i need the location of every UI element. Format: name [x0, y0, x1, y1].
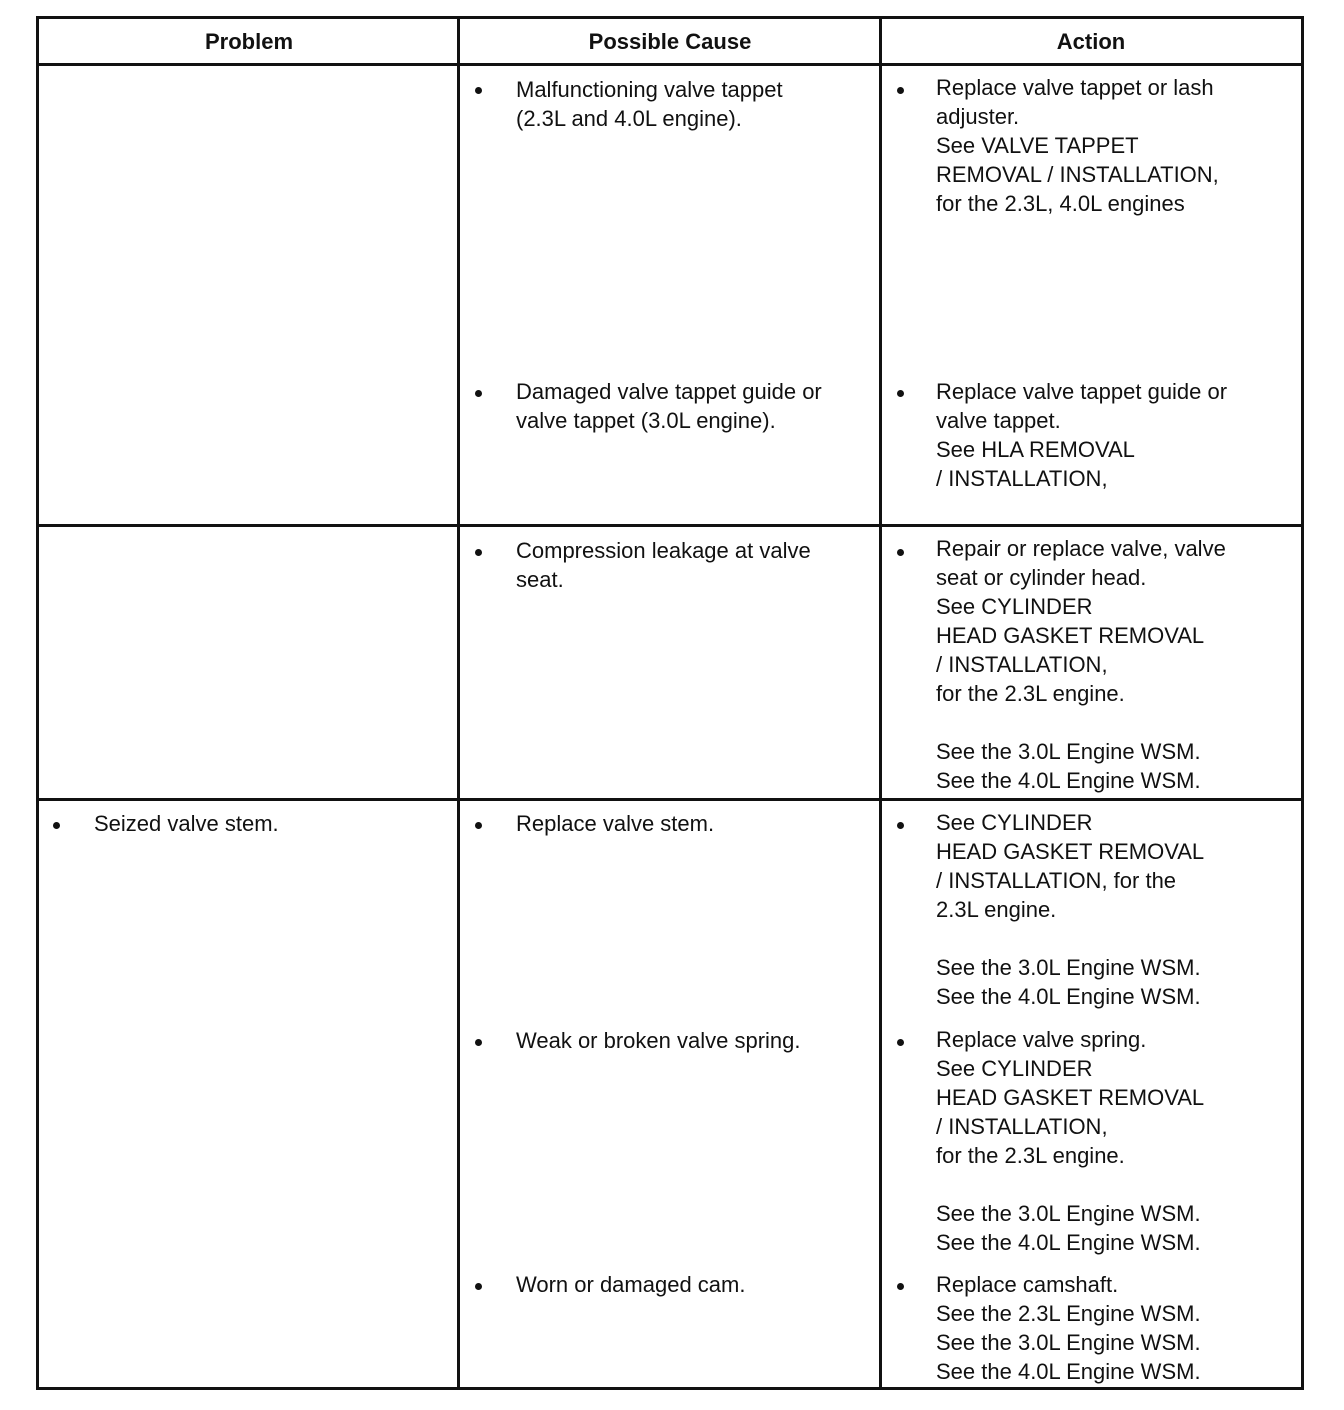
bullet-icon — [475, 390, 482, 397]
possible-cause-text: Weak or broken valve spring. — [516, 1028, 801, 1053]
bullet-icon — [475, 822, 482, 829]
possible-cause-text: Malfunctioning valve tappet (2.3L and 4.0L engine). — [516, 77, 783, 131]
header-possible-cause: Possible Cause — [588, 29, 752, 54]
column-divider — [457, 19, 460, 1387]
possible-cause-text: Compression leakage at valve seat. — [516, 538, 811, 592]
bullet-icon — [897, 390, 904, 397]
bullet-icon — [475, 1283, 482, 1290]
bullet-icon — [897, 1039, 904, 1046]
bullet-icon — [897, 87, 904, 94]
action-text: See CYLINDER HEAD GASKET REMOVAL / INSTALLATION, for the 2.3L engine. See the 3.0L Engine WSM. See the 4.0L Engine WSM. — [936, 810, 1205, 1009]
row-divider — [39, 524, 1301, 527]
action-text: Replace valve spring. See CYLINDER HEAD GASKET REMOVAL / INSTALLATION, for the 2.3L engine. See the 3.0L Engine WSM. See the 4.0L Engine WSM. — [936, 1027, 1205, 1255]
bullet-icon — [897, 822, 904, 829]
bullet-icon — [53, 822, 60, 829]
bullet-icon — [897, 549, 904, 556]
table-header — [39, 19, 1301, 66]
troubleshooting-table — [36, 16, 1304, 1390]
bullet-icon — [897, 1283, 904, 1290]
action-text: Repair or replace valve, valve seat or cylinder head. See CYLINDER HEAD GASKET REMOVAL / INSTALLATION, for the 2.3L engine. See the 3.0L Engine WSM. See the 4.0L Engine WSM. — [936, 536, 1226, 793]
action-text: Replace camshaft. See the 2.3L Engine WSM. See the 3.0L Engine WSM. See the 4.0L Engine WSM. — [936, 1272, 1201, 1384]
action-text: Replace valve tappet or lash adjuster. See VALVE TAPPET REMOVAL / INSTALLATION, for the 2.3L, 4.0L engines — [936, 75, 1219, 216]
column-divider — [879, 19, 882, 1387]
bullet-icon — [475, 1039, 482, 1046]
header-action: Action — [1056, 29, 1126, 54]
problem-text: Seized valve stem. — [94, 811, 279, 836]
possible-cause-text: Replace valve stem. — [516, 811, 715, 836]
possible-cause-text: Damaged valve tappet guide or valve tappet (3.0L engine). — [516, 379, 822, 433]
possible-cause-text: Worn or damaged cam. — [516, 1272, 746, 1297]
row-divider — [39, 798, 1301, 801]
header-problem: Problem — [204, 29, 294, 54]
action-text: Replace valve tappet guide or valve tappet. See HLA REMOVAL / INSTALLATION, — [936, 379, 1228, 491]
bullet-icon — [475, 549, 482, 556]
bullet-icon — [475, 87, 482, 94]
